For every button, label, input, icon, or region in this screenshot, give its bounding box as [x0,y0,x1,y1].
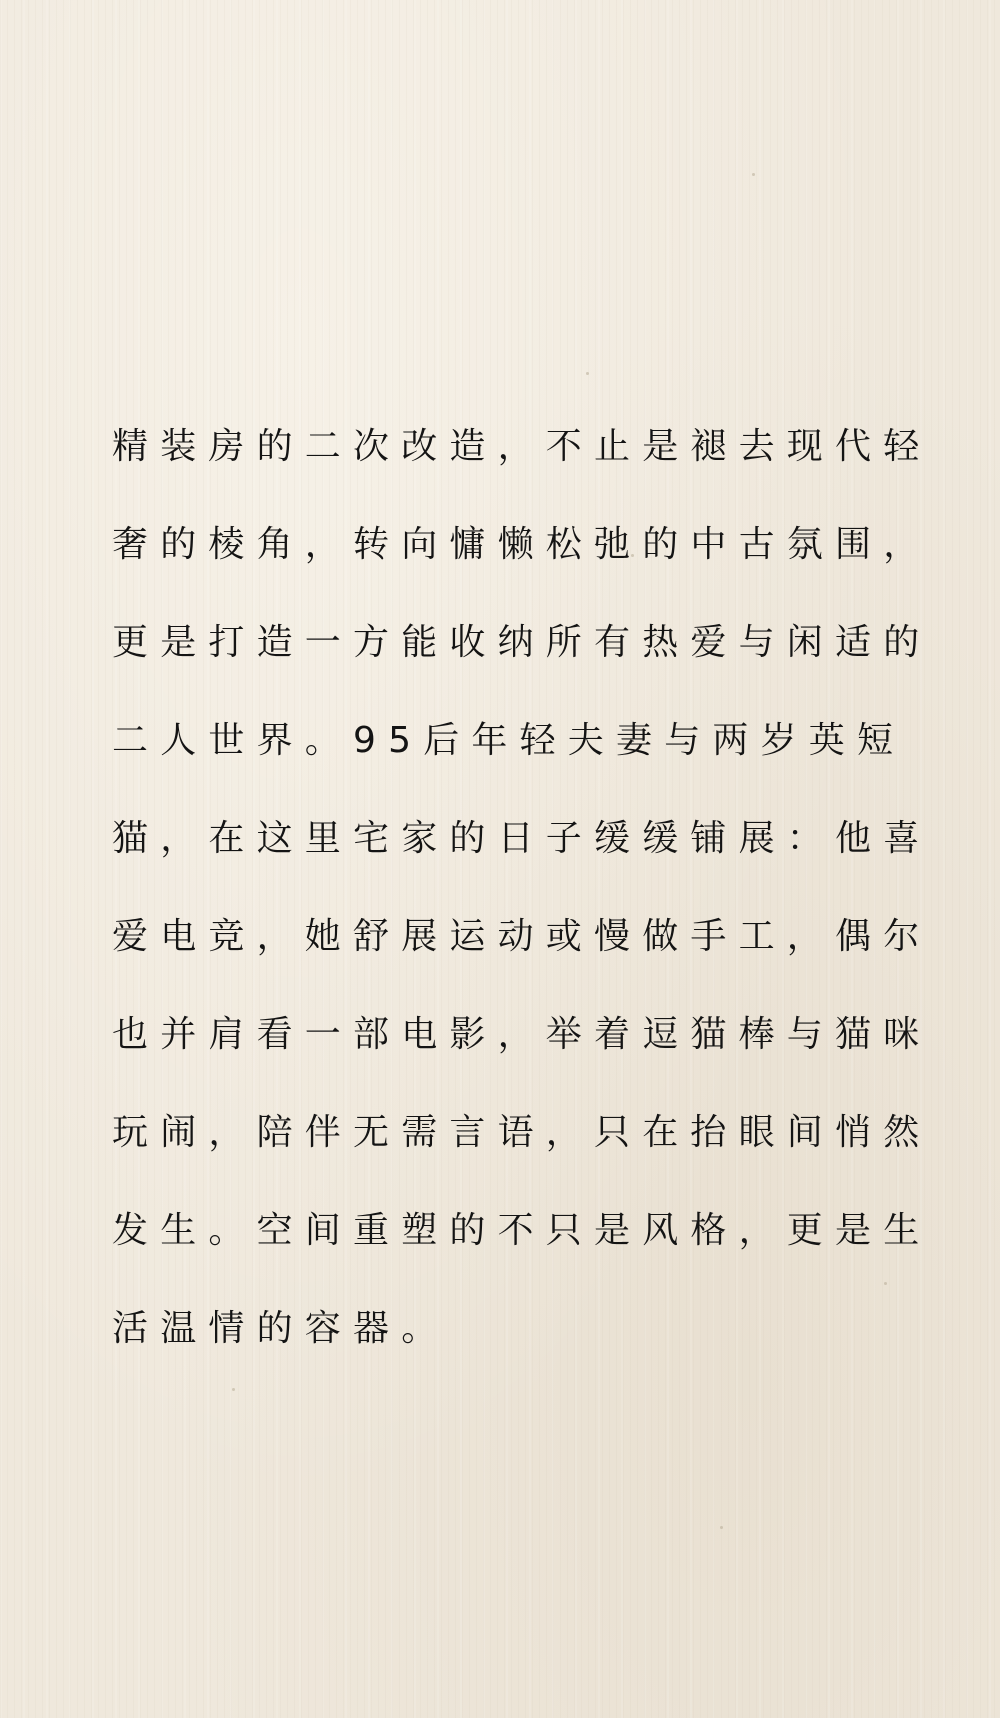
text-line: 精装房的二次改造，不止是褪去现代轻 [112,426,932,467]
text-line: 二人世界。95后年轻夫妻与两岁英短 [112,720,906,761]
article-paragraph [112,398,932,1378]
paper-speck [232,1388,235,1391]
paper-speck [752,173,755,176]
text-line: 爱电竞，她舒展运动或慢做手工，偶尔 [112,916,932,957]
text-line: 也并肩看一部电影，举着逗猫棒与猫咪 [112,1014,932,1055]
text-line: 猫，在这里宅家的日子缓缓铺展：他喜 [112,818,932,859]
text-line: 更是打造一方能收纳所有热爱与闲适的 [112,622,932,663]
text-line: 活温情的容器。 [112,1308,450,1349]
text-line: 发生。空间重塑的不只是风格，更是生 [112,1210,932,1251]
text-line: 玩闹，陪伴无需言语，只在抬眼间悄然 [112,1112,932,1153]
paper-speck [586,372,589,375]
text-line: 奢的棱角，转向慵懒松弛的中古氛围， [112,524,932,565]
paper-speck [720,1526,723,1529]
